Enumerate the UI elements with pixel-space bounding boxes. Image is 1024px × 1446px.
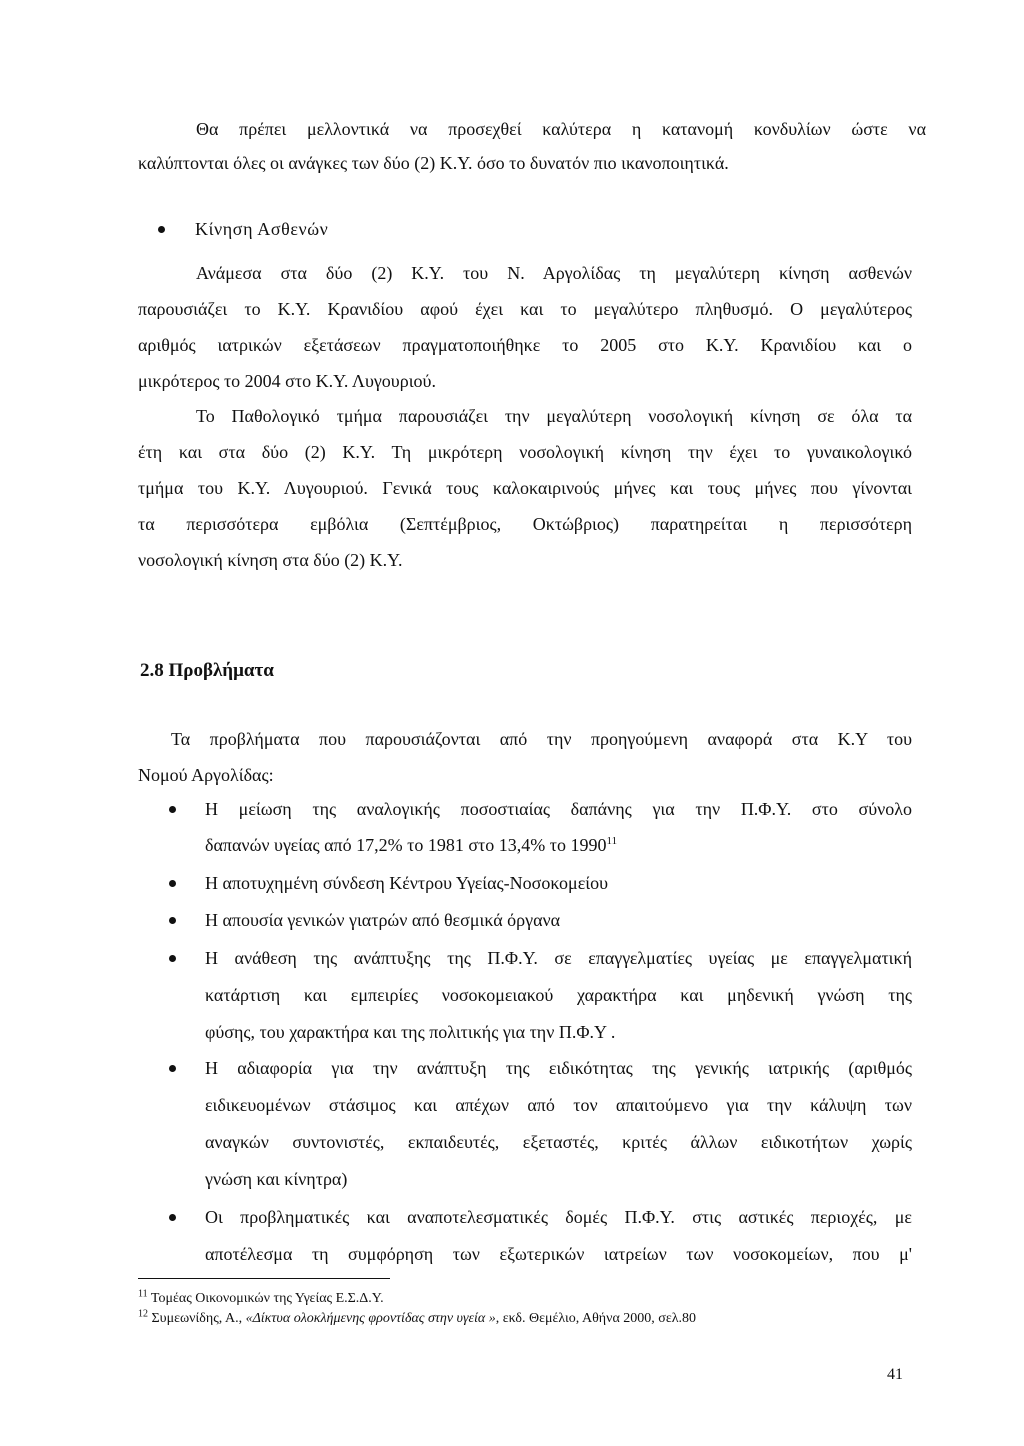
- footnote-author: Συμεωνίδης, Α.,: [151, 1311, 246, 1326]
- list-item-line: Η αποτυχημένη σύνδεση Κέντρου Υγείας-Νοσοκομείου: [205, 873, 609, 893]
- list-item-line: Η αδιαφορία για την ανάπτυξη της ειδικότητας της γενικής ιατρικής (αριθμός: [205, 1058, 912, 1078]
- bullet-icon: [169, 1214, 176, 1221]
- bullet-icon: [169, 806, 176, 813]
- list-item-line: Οι προβληματικές και αναποτελεσματικές δομές Π.Φ.Υ. στις αστικές περιοχές, με: [205, 1207, 912, 1227]
- paragraph-line: έτη και στα δύο (2) Κ.Υ. Τη μικρότερη νοσολογική κίνηση την έχει το γυναικολογικό: [138, 442, 912, 462]
- bullet-icon: [169, 955, 176, 962]
- footnote: [138, 1310, 696, 1328]
- paragraph-line: νοσολογική κίνηση στα δύο (2) Κ.Υ.: [138, 550, 403, 570]
- bullet-icon: [169, 880, 176, 887]
- bullet-icon: [158, 226, 165, 233]
- footnote-divider: [138, 1278, 390, 1279]
- list-item-line: Η ανάθεση της ανάπτυξης της Π.Φ.Υ. σε επαγγελματίες υγείας με επαγγελματική: [205, 948, 912, 968]
- list-item-line: κατάρτιση και εμπειρίες νοσοκομειακού χαρακτήρα και μηδενική γνώση της: [205, 985, 912, 1005]
- bullet-icon: [169, 1065, 176, 1072]
- footnote-title: «Δίκτυα ολοκλήμενης φροντίδας στην υγεία »: [245, 1311, 496, 1326]
- footnote-details: , εκδ. Θεμέλιο, Αθήνα 2000, σελ.80: [495, 1311, 696, 1326]
- list-item-line: αναγκών συντονιστές, εκπαιδευτές, εξεταστές, κριτές άλλων ειδικοτήτων χωρίς: [205, 1132, 912, 1152]
- footnote-reference: 11: [606, 835, 618, 847]
- paragraph-line: Θα πρέπει μελλοντικά να προσεχθεί καλύτερα η κατανομή κονδυλίων ώστε να: [196, 119, 926, 139]
- list-item-line: Η απουσία γενικών γιατρών από θεσμικά όργανα: [205, 910, 561, 930]
- page-number: 41: [887, 1366, 903, 1383]
- paragraph-line: Το Παθολογικό τμήμα παρουσιάζει την μεγαλύτερη νοσολογική κίνηση σε όλα τα: [196, 406, 912, 426]
- list-item-line: [205, 834, 617, 856]
- footnote-number: 12: [138, 1308, 148, 1320]
- footnote-text: Τομέας Οικονομικών της Υγείας Ε.Σ.Δ.Υ.: [150, 1291, 384, 1306]
- footnote: [138, 1290, 384, 1308]
- paragraph-line: Ανάμεσα στα δύο (2) Κ.Υ. του Ν. Αργολίδας τη μεγαλύτερη κίνηση ασθενών: [196, 263, 912, 283]
- paragraph-line: αριθμός ιατρικών εξετάσεων πραγματοποιήθηκε το 2005 στο Κ.Υ. Κρανιδίου και ο: [138, 335, 912, 355]
- paragraph-line: καλύπτονται όλες οι ανάγκες των δύο (2) Κ.Υ. όσο το δυνατόν πιο ικανοποιητικά.: [138, 153, 729, 173]
- list-item-line: Η μείωση της αναλογικής ποσοστιαίας δαπάνης για την Π.Φ.Υ. στο σύνολο: [205, 799, 912, 819]
- paragraph-line: τα περισσότερα εμβόλια (Σεπτέμβριος, Οκτώβριος) παρατηρείται η περισσότερη: [138, 514, 912, 534]
- list-item-line: αποτέλεσμα τη συμφόρηση των εξωτερικών ιατρείων των νοσοκομείων, που μ': [205, 1244, 912, 1264]
- list-item-line: φύσης, του χαρακτήρα και της πολιτικής για την Π.Φ.Υ .: [205, 1022, 616, 1042]
- paragraph-line: τμήμα του Κ.Υ. Λυγουριού. Γενικά τους καλοκαιρινούς μήνες και τους μήνες που γίνονται: [138, 478, 912, 498]
- paragraph-line: Τα προβλήματα που παρουσιάζονται από την προηγούμενη αναφορά στα Κ.Υ του: [171, 729, 912, 749]
- paragraph-line: παρουσιάζει το Κ.Υ. Κρανιδίου αφού έχει και το μεγαλύτερο πληθυσμό. Ο μεγαλύτερος: [138, 299, 912, 319]
- bullet-icon: [169, 917, 176, 924]
- list-item-text: δαπανών υγείας από 17,2% το 1981 στο 13,4% το 1990: [205, 835, 607, 855]
- list-item-line: ειδικευομένων στάσιμος και απέχων από τον απαιτούμενο για την κάλυψη των: [205, 1095, 912, 1115]
- footnote-number: 11: [138, 1288, 148, 1300]
- section-heading: 2.8 Προβλήματα: [140, 660, 274, 681]
- list-item-line: γνώση και κίνητρα): [205, 1169, 348, 1189]
- paragraph-line: μικρότερος το 2004 στο Κ.Υ. Λυγουριού.: [138, 371, 436, 391]
- paragraph-line: Νομού Αργολίδας:: [138, 765, 274, 785]
- bullet-heading: Κίνηση Ασθενών: [195, 219, 329, 239]
